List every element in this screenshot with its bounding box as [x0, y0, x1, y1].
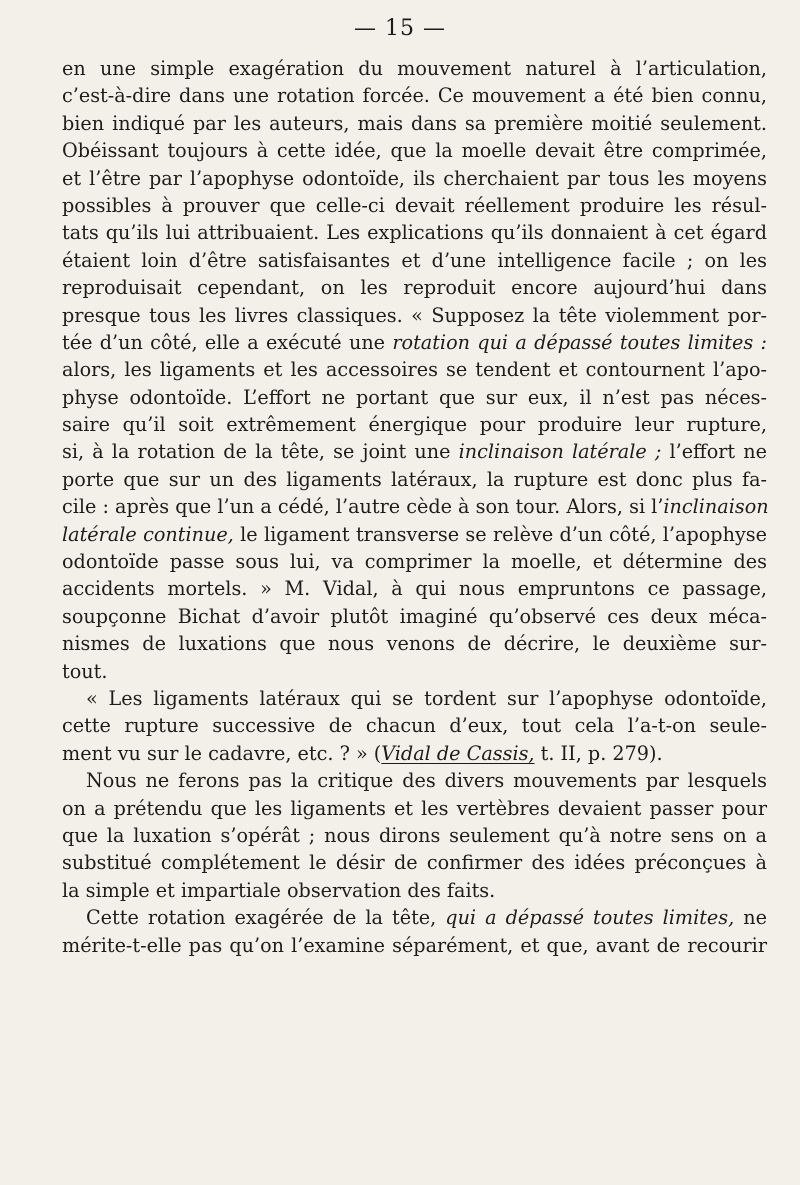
text-line: bien indiqué par les auteurs, mais dans sa première moitié seulement. [62, 111, 767, 135]
page-number: — 15 — [354, 16, 446, 41]
text-line: Nous ne ferons pas la critique des divers mouvements par lesquels [86, 769, 767, 793]
text-run: tée d’un côté, elle a exécuté une [62, 330, 386, 354]
text-line [62, 329, 767, 356]
text-line: cette rupture successive de chacun d’eux, tout cela l’a-t-on seule- [62, 714, 767, 738]
text-line: tats qu’ils lui attribuaient. Les explications qu’ils donnaient à cet égard [62, 221, 767, 245]
text-line: la simple et impartiale observation des faits. [62, 878, 496, 902]
text-run: l’effort ne [669, 440, 767, 464]
text-line: c’est-à-dire dans une rotation forcée. Ce mouvement a été bien connu, [62, 84, 767, 108]
text-line [62, 904, 767, 931]
text-run: ment vu sur le cadavre, etc. ? » ( [62, 741, 382, 765]
text-line: accidents mortels. » M. Vidal, à qui nous empruntons ce passage, [62, 577, 767, 601]
text-line [62, 740, 767, 767]
body-text [62, 55, 767, 959]
text-line: soupçonne Bichat d’avoir plutôt imaginé qu’observé ces deux méca- [62, 604, 767, 628]
text-line: possibles à prouver que celle-ci devait réellement produire les résul- [62, 193, 767, 217]
text-line: que la luxation s’opérât ; nous dirons seulement qu’à notre sens on a [62, 823, 767, 847]
text-line: substitué complétement le désir de confirmer des idées préconçues à [62, 851, 767, 875]
italic-quote: qui a dépassé toutes limites, [445, 906, 735, 930]
text-run: le ligament transverse se relève d’un côté, l’apophyse [240, 522, 767, 546]
italic-term: inclinaison [663, 495, 769, 519]
italic-quote: rotation qui a dépassé toutes limites : [392, 330, 767, 354]
text-line: odontoïde passe sous lui, va comprimer la moelle, et détermine des [62, 550, 767, 574]
italic-term: inclinaison latérale ; [458, 440, 662, 464]
text-line: mérite-t-elle pas qu’on l’examine séparément, et que, avant de recourir [62, 933, 767, 957]
text-line: reproduisait cependant, on les reproduit encore aujourd’hui dans [62, 276, 767, 300]
text-line: Obéissant toujours à cette idée, que la moelle devait être comprimée, [62, 139, 767, 163]
text-run: Cette rotation exagérée de la tête, [86, 906, 437, 930]
text-line: étaient loin d’être satisfaisantes et d’une intelligence facile ; on les [62, 248, 767, 272]
italic-term: latérale continue, [62, 522, 234, 546]
text-line: alors, les ligaments et les accessoires se tendent et contournent l’apo- [62, 358, 767, 382]
text-run: t. II, p. 279). [540, 741, 663, 765]
text-line [62, 438, 767, 465]
text-run: si, à la rotation de la tête, se joint une [62, 440, 451, 464]
text-line: saire qu’il soit extrêmement énergique pour produire leur rupture, [62, 413, 767, 437]
text-line: physe odontoïde. L’effort ne portant que sur eux, il n’est pas néces- [62, 385, 767, 409]
text-run: cile : après que l’un a cédé, l’autre cède à son tour. Alors, si l’ [62, 495, 664, 519]
text-line: nismes de luxations que nous venons de décrire, le deuxième sur- [62, 632, 767, 656]
text-line: et l’être par l’apophyse odontoïde, ils cherchaient par tous les moyens [62, 166, 767, 190]
text-line: tout. [62, 659, 108, 683]
text-line [62, 521, 767, 548]
text-line: « Les ligaments latéraux qui se tordent sur l’apophyse odontoïde, [86, 686, 767, 710]
text-line: presque tous les livres classiques. « Supposez la tête violemment por- [62, 303, 767, 327]
text-line [62, 493, 767, 520]
text-line: porte que sur un des ligaments latéraux, la rupture est donc plus fa- [62, 467, 767, 491]
text-run: ne [743, 906, 767, 930]
citation: Vidal de Cassis, [381, 741, 535, 765]
text-line: en une simple exagération du mouvement naturel à l’articulation, [62, 57, 767, 80]
text-line: on a prétendu que les ligaments et les vertèbres devaient passer pour [62, 796, 767, 820]
